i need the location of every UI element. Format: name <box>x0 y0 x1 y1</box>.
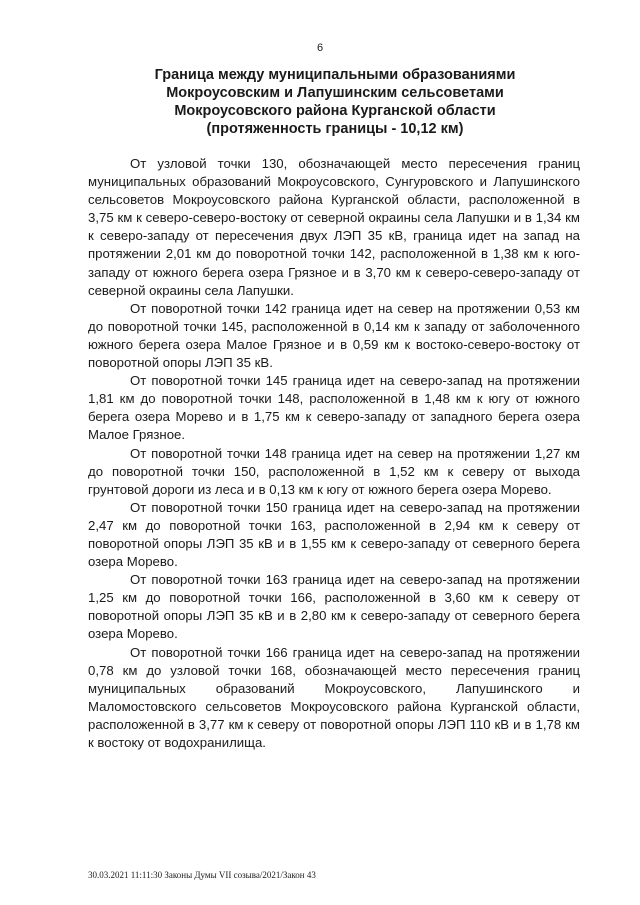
paragraph: От узловой точки 130, обозначающей место пересечения границ муниципальных образований Мокроусовского, Сунгуровского и Лапушинского сельсоветов Мокроусовского района Курганской области, расположенной в 3,75 км к северо-северо-востоку от северной окраины села Лапушки и в 1,34 км к северо-западу от пересечения двух ЛЭП 35 кВ, граница идет на запад на протяжении 2,01 км до поворотной точки 142, расположенной в 1,38 км к юго-западу от южного берега озера Грязное и в 3,70 км к северо-северо-западу от северной окраины села Лапушки. <box>88 156 580 298</box>
footer-stamp: 30.03.2021 11:11:30 Законы Думы VII созыва/2021/Закон 43 <box>88 870 316 880</box>
paragraph: От поворотной точки 148 граница идет на север на протяжении 1,27 км до поворотной точки 150, расположенной в 1,52 км к северу от выхода грунтовой дороги из леса и в 0,13 км к югу от южного берега озера Морево. <box>88 445 580 497</box>
title-line: (протяженность границы - 10,12 км) <box>206 121 464 137</box>
document-title <box>60 66 610 138</box>
paragraph: От поворотной точки 142 граница идет на север на протяжении 0,53 км до поворотной точки 145, расположенной в 0,14 км к западу от заболоченного южного берега озера Малое Грязное и в 0,59 км к востоко-северо-востоку от поворотной опоры ЛЭП 35 кВ. <box>88 300 580 371</box>
paragraph: От поворотной точки 150 граница идет на северо-запад на протяжении 2,47 км до поворотной точки 163, расположенной в 2,94 км к северу от поворотной опоры ЛЭП 35 кВ и в 1,55 км к северо-западу от северного берега озера Морево. <box>88 499 580 570</box>
paragraph: От поворотной точки 166 граница идет на северо-запад на протяжении 0,78 км до узловой точки 168, обозначающей место пересечения границ муниципальных образований Мокроусовского, Лапушинского и Маломостовского сельсоветов Мокроусовского района Курганской области, расположенной в 3,77 км к северу от поворотной опоры ЛЭП 110 кВ и в 1,78 км к востоку от водохранилища. <box>88 644 580 750</box>
page-number: 6 <box>316 42 324 54</box>
paragraph: От поворотной точки 163 граница идет на северо-запад на протяжении 1,25 км до поворотной точки 166, расположенной в 3,60 км к северу от поворотной опоры ЛЭП 35 кВ и в 2,80 км к северо-западу от северного берега озера Морево. <box>88 572 580 642</box>
paragraph: От поворотной точки 145 граница идет на северо-запад на протяжении 1,81 км до поворотной точки 148, расположенной в 1,48 км к югу от южного берега озера Морево и в 1,75 км к северо-западу от западного берега озера Малое Грязное. <box>88 373 580 443</box>
title-line: Граница между муниципальными образованиями <box>154 67 516 83</box>
title-line: Мокроусовским и Лапушинским сельсоветами <box>166 85 504 101</box>
title-line: Мокроусовского района Курганской области <box>174 103 496 119</box>
document-body <box>88 155 580 752</box>
